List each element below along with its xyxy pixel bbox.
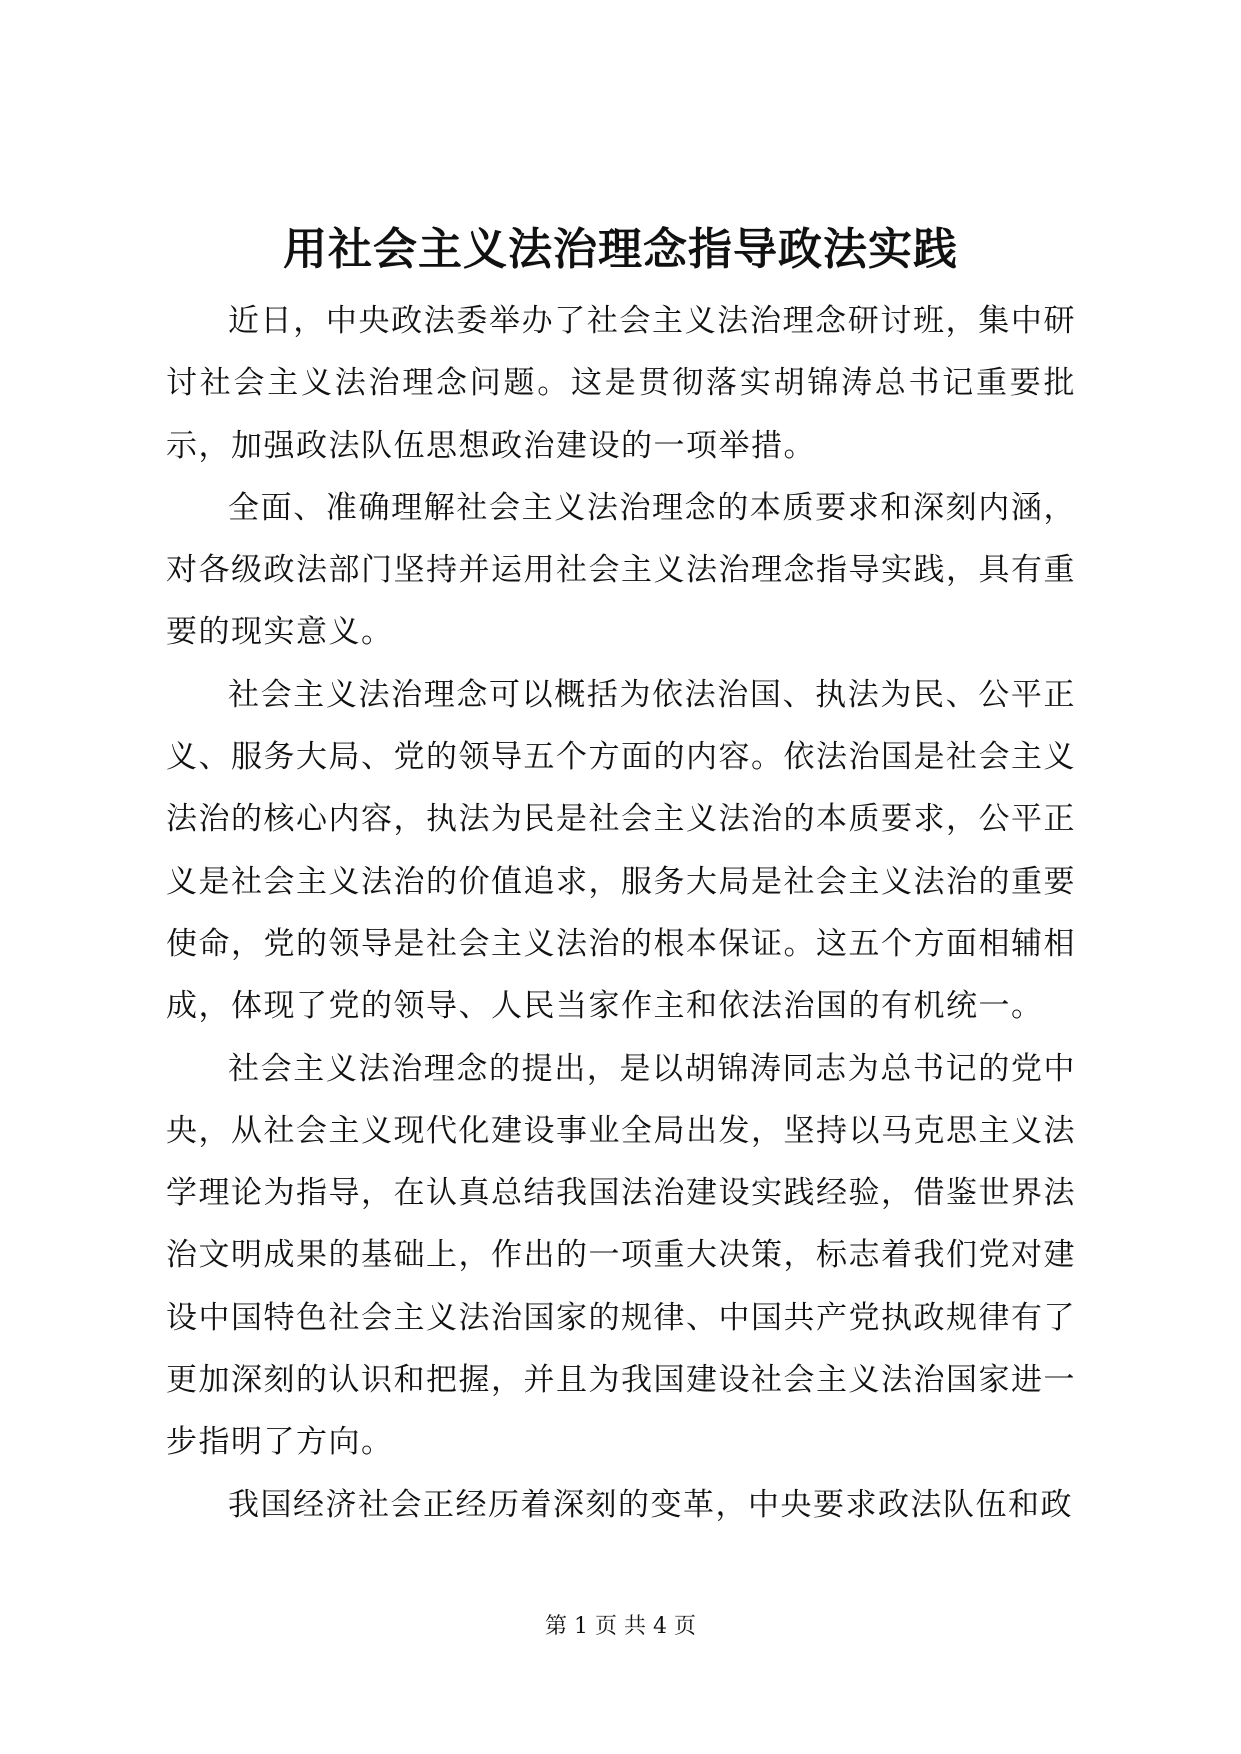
paragraph-5: 我国经济社会正经历着深刻的变革，中央要求政法队伍和政 bbox=[228, 1486, 1073, 1523]
paragraph-4: 社会主义法治理念的提出，是以胡锦涛同志为总书记的党中央，从社会主义现代化建设事业全局出发，坚持以马克思主义法学理论为指导，在认真总结我国法治建设实践经验，借鉴世界法治文明成果的基础上，作出的一项重大决策，标志着我们党对建设中国特色社会主义法治国家的规律、中国共产党执政规律有了更加深刻的认识和把握，并且为我国建设社会主义法治国家进一步指明了方向。 bbox=[166, 1050, 1076, 1461]
paragraph-1: 近日，中央政法委举办了社会主义法治理念研讨班，集中研讨社会主义法治理念问题。这是贯彻落实胡锦涛总书记重要批示，加强政法队伍思想政治建设的一项举措。 bbox=[166, 303, 1076, 464]
paragraph-3: 社会主义法治理念可以概括为依法治国、执法为民、公平正义、服务大局、党的领导五个方面的内容。依法治国是社会主义法治的核心内容，执法为民是社会主义法治的本质要求，公平正义是社会主义法治的价值追求，服务大局是社会主义法治的重要使命，党的领导是社会主义法治的根本保证。这五个方面相辅相成，体现了党的领导、人民当家作主和依法治国的有机统一。 bbox=[166, 676, 1076, 1025]
document-body bbox=[166, 290, 1076, 1536]
page-number-footer: 第 1 页 共 4 页 bbox=[545, 1614, 696, 1639]
document-title: 用社会主义法治理念指导政法实践 bbox=[283, 224, 958, 275]
paragraph-2: 全面、准确理解社会主义法治理念的本质要求和深刻内涵，对各级政法部门坚持并运用社会主义法治理念指导实践，具有重要的现实意义。 bbox=[166, 489, 1076, 651]
